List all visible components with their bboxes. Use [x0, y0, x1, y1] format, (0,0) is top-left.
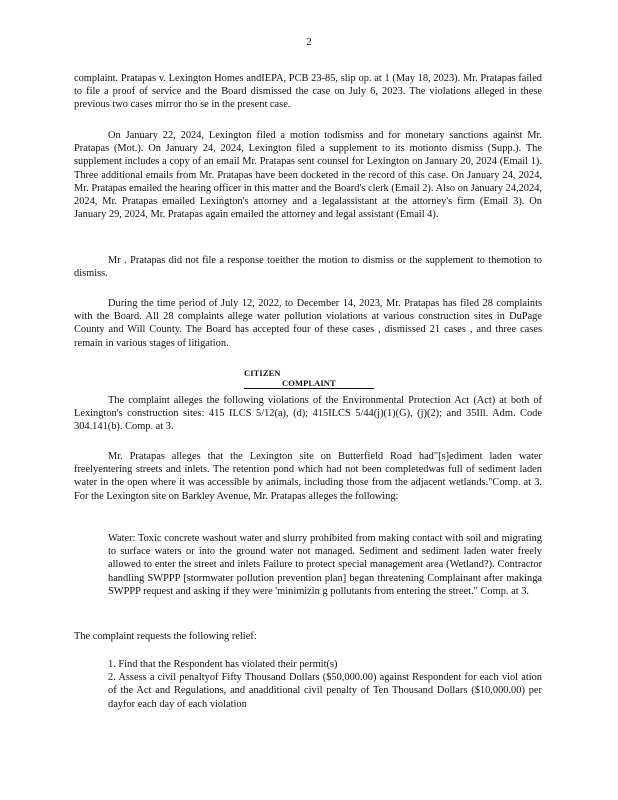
paragraph-alleged-violations: The complaint alleges the following violations of the Environmental Protection Act (Act) at both of Lexington's construction sites: 415 ILCS 5/12(a), (d); 415ILCS 5/44(j)(1)(G), (j)(2); and 35Ill. Adm. Code 304.141(b). Comp. at 3.: [74, 395, 542, 433]
paragraph-prior-cases: complaint. Pratapas v. Lexington Homes andIEPA, PCB 23-85, slip op. at 1 (May 18, 2023). Mr. Pratapas failed to file a proof of service and the Board dismissed the case on July 6, 2023. The violations alleged in these previous two cases mirror tho se in the present case.: [74, 73, 542, 111]
heading-word-complaint: COMPLAINT: [282, 378, 336, 388]
paragraph-relief-intro: The complaint requests the following relief:: [74, 631, 257, 642]
section-heading-citizen-complaint: [244, 368, 374, 389]
relief-item-1: 1. Find that the Respondent has violated their permit(s): [108, 659, 338, 670]
heading-word-citizen: CITIZEN: [244, 368, 281, 378]
relief-list: [108, 658, 542, 711]
paragraph-allegations: Mr. Pratapas alleges that the Lexington site on Butterfield Road had"[s]ediment laden water freelyentering streets and inlets. The retention pond which had not been completedwas full of sediment laden water in the open where it was accessible by animals, including those from the adjacent wetlands."Comp. at 3. For the Lexington site on Barkley Avenue, Mr. Pratapas alleges the following:: [74, 451, 542, 502]
paragraph-complaint-history: During the time period of July 12, 2022, to December 14, 2023, Mr. Pratapas has filed 28 complaints with the Board. All 28 complaints allege water pollution violations at various construction sites in DuPage County and Will County. The Board has accepted four of these cases , dismissed 21 cases , and three cases remain in various stages of litigation.: [74, 298, 542, 349]
relief-item-2: 2. Assess a civil penaltyof Fifty Thousand Dollars ($50,000.00) against Respondent for each viol ation of the Act and Regulations, and anadditional civil penalty of Ten Thousand Dollars ($10,000.00) per dayfor each day of each violation: [108, 672, 542, 710]
paragraph-no-response: Mr . Pratapas did not file a response toeither the motion to dismiss or the supplement to themotion to dismiss.: [74, 255, 542, 280]
paragraph-motion-to-dismiss: On January 22, 2024, Lexington filed a motion todismiss and for monetary sanctions against Mr. Pratapas (Mot.). On January 24, 2024, Lexington filed a supplement to its motionto dismiss (Supp.). The supplement includes a copy of an email Mr. Pratapas sent counsel for Lexington on January 20, 2024 (Email 1). Three additional emails from Mr. Pratapas have been docketed in the record of this case. On January 24, 2024, Mr. Pratapas emailed the hearing officer in this matter and the Board's clerk (Email 2). Also on January 24,2024, 2024, Mr. Pratapas emailed Lexington's attorney and a legalassistant at the attorney's firm (Email 3). On January 29, 2024, Mr. Pratapas again emailed the attorney and legal assistant (Email 4).: [74, 130, 542, 221]
page-number: 2: [306, 36, 312, 48]
block-quote-water: Water: Toxic concrete washout water and slurry prohibited from making contact with soil and migrating to surface waters or into the ground water not managed. Sediment and sediment laden water freely allowed to enter the street and inlets Failure to protect special management area (Wetland?). Contractor handling SWPPP [stormwater pollution prevention plan] began threatening Complainant after makinga SWPPP request and asking if they were 'minimizin g pollutants from entering the street." Comp. at 3.: [108, 533, 542, 597]
